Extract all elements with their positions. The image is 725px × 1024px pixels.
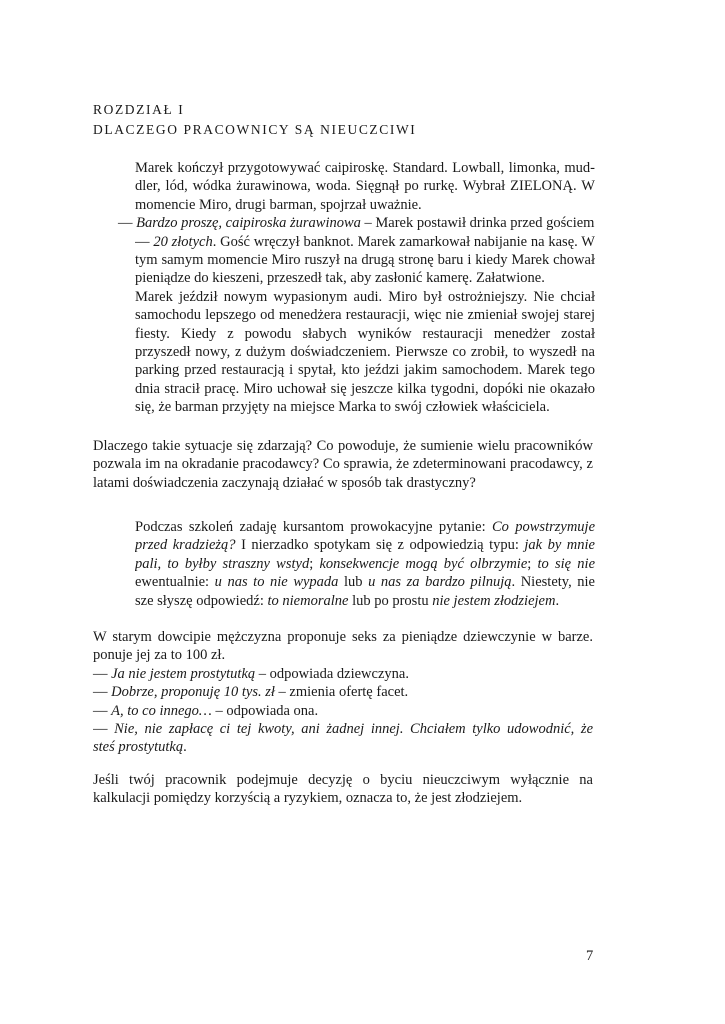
- page-number: 7: [586, 948, 594, 964]
- joke-dialogue-line: — Nie, nie zapłacę ci tej kwoty, ani żadnej innej. Chciałem tylko udowodnić, że: [93, 720, 593, 737]
- quote-line: przed kradzieżą? I nierzadko spotykam się z odpowiedzią typu: jak by mnie: [135, 537, 595, 554]
- paragraph-line: kalkulacji pomiędzy korzyścią a ryzykiem, oznacza to, że jest złodziejem.: [93, 790, 523, 807]
- paragraph-line: pozwala im na okradanie pracodawcy? Co sprawia, że zdeterminowani pracodawcy, z: [93, 456, 593, 473]
- story-line: tym samym momencie Miro ruszył na drugą stronę baru i kiedy Marek chował: [135, 251, 595, 268]
- story-line: Marek kończył przygotowywać caipiroskę. Standard. Lowball, limonka, mud-: [135, 160, 595, 176]
- story-line: parking przed restauracją i spytał, kto jeździ jakim samochodem. Marek tego: [135, 362, 595, 379]
- quote-line: ewentualnie: u nas to nie wypada lub u nas za bardzo pilnują. Niestety, nie: [135, 574, 595, 591]
- paragraph-questions: [93, 437, 593, 492]
- quote-line: Podczas szkoleń zadaję kursantom prowokacyjne pytanie: Co powstrzymuje: [135, 519, 595, 535]
- story-line: przyszedł nowy, z dużym doświadczeniem. Pierwsze co zrobił, to wyszedł na: [135, 343, 595, 360]
- chapter-number: ROZDZIAŁ I: [93, 102, 185, 117]
- story-line: fiesty. Kiedy z powodu słabych wyników restauracji menedżer został: [135, 325, 595, 342]
- quote-block: [135, 518, 595, 610]
- story-dialogue-line: — 20 złotych. Gość wręczył banknot. Marek zamarkował nabijanie na kasę. W: [135, 233, 595, 250]
- story-line: się, że barman przyjęty na miejsce Marka to swój człowiek właściciela.: [135, 399, 550, 416]
- story-block: [118, 159, 595, 416]
- story-line: Marek jeździł nowym wypasionym audi. Miro był ostrożniejszy. Nie chciał: [135, 288, 595, 305]
- story-line: samochodu lepszego od menedżera restauracji, więc nie zmieniał swojej starej: [135, 307, 595, 324]
- joke-dialogue-line: — Ja nie jestem prostytutką – odpowiada dziewczyna.: [93, 665, 409, 682]
- story-line: pieniądze do kieszeni, przeszedł tak, aby zasłonić kamerę. Załatwione.: [135, 270, 545, 287]
- joke-line: W starym dowcipie mężczyzna proponuje seks za pieniądze dziewczynie w barze.: [93, 629, 593, 645]
- story-line: momencie Miro, drugi barman, spojrzał uważnie.: [135, 196, 422, 213]
- joke-dialogue-line: — Dobrze, proponuję 10 tys. zł – zmienia ofertę facet.: [93, 684, 409, 701]
- joke-line: steś prostytutką.: [93, 739, 187, 756]
- paragraph-line: Dlaczego takie sytuacje się zdarzają? Co powoduje, że sumienie wielu pracowników: [93, 438, 593, 454]
- paragraph-line: Jeśli twój pracownik podejmuje decyzję o byciu nieuczciwym wyłącznie na: [93, 772, 593, 788]
- joke-block: [93, 628, 593, 757]
- paragraph-conclusion: [93, 771, 593, 808]
- paragraph-line: latami doświadczenia zaczynają działać w sposób tak drastyczny?: [93, 474, 476, 491]
- quote-line: sze słyszę odpowiedź: to niemoralne lub po prostu nie jestem złodziejem.: [135, 592, 560, 609]
- story-line: dler, lód, wódka żurawinowa, woda. Sięgnął po rurkę. Wybrał ZIELONĄ. W: [135, 178, 595, 195]
- story-line: dnia stracił pracę. Miro uchował się jeszcze kilka tygodni, dopóki nie okazało: [135, 380, 595, 397]
- quote-line: pali, to byłby straszny wstyd; konsekwencje mogą być olbrzymie; to się nie: [135, 555, 595, 572]
- story-dialogue-line: — Bardzo proszę, caipiroska żurawinowa – Marek postawił drinka przed gościem: [118, 215, 595, 232]
- joke-dialogue-line: — A, to co innego… – odpowiada ona.: [93, 702, 319, 719]
- joke-line: ponuje jej za to 100 zł.: [93, 647, 226, 664]
- chapter-title: DLACZEGO PRACOWNICY SĄ NIEUCZCIWI: [93, 122, 417, 137]
